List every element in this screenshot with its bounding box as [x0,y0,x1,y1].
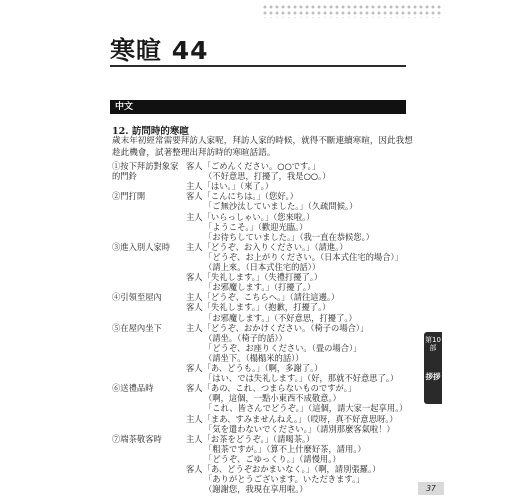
dialogue-line: 「これ、皆さんでどうぞ。」（這個，請大家一起享用。） [204,403,408,414]
section-heading: 12. 訪問時的寒暄 [112,126,189,137]
chapter-side-tab [424,332,442,404]
dialogue-category: ⑤在屋內坐下 [112,322,162,333]
dialogue-line: （不好意思，打擾了，我是○○。） [204,171,331,182]
dialogue-category: ⑥送禮品時 [112,383,154,394]
dialogue-category: ①按下拜訪對象家 [112,161,179,171]
dialogue-line: 「ありがとうございます。いただきます。」 [204,474,365,485]
dialogue-line: 主人「お茶をどうぞ。」（請喝茶。） [186,433,315,444]
dialogue-line: 「お待ちしていました。」（我一直在恭候您。） [204,231,375,242]
dialogue-line: 客人「失礼します。」（失禮打擾了。） [186,272,323,283]
dialogue-line: 客人「失礼します。」（抱歉，打擾了。） [186,302,331,313]
dialogue-category: ③進入別人家時 [112,241,171,252]
page-title: 寒暄 44 [110,36,209,65]
section-label: 中文 [115,102,134,112]
dialogue-line: （請坐下。（榻榻米的話）） [204,352,304,363]
dialogue-category: 的門鈴 [112,171,137,182]
side-tab-label: 拶拶 [425,372,441,381]
dialogue-line: 主人「どうぞ、こちらへ。」（請往這邊。） [186,292,340,303]
dialogue-line: 「はい、では失礼します。」（好，那就不好意思了。） [204,373,399,384]
intro-line-2: 趁此機會，試著整理出拜訪時的寒暄話語。 [112,148,276,158]
dialogue-line: 「どうぞ、お座りください。（畳の場合）」 [204,342,362,353]
side-tab-part: 第10部 [425,336,441,352]
dialogue-line: （啊，這個，一點小東西不成敬意。） [204,393,341,404]
page-header-band [0,0,520,18]
dialogue-line: （請坐。（椅子的話）） [204,332,287,343]
dialogue-line: 客人「こんにちは。」（您好。） [186,191,299,202]
dialogue-line: 主人「まあ、すみませんねえ。」（哎呀，真不好意思呀。） [186,413,398,424]
title-underline [110,65,406,67]
dialogue-line: 客人「あ、どうぞおかまいなく。」（啊，請別張羅。） [186,464,381,474]
dialogue-line: 「どうぞ、ごゆっくり。」（請慢用。） [204,453,341,464]
dialogue-line: 「お邪魔します。」（打擾了。） [204,282,316,293]
dialogue-line: （請上來。（日本式住宅的話）） [204,262,321,272]
dialogue-line: 主人「どうぞ、おかけください。（椅子の場合）」 [186,322,369,333]
section-label-bar [110,100,406,114]
dialogue-category: ④引領至屋內 [112,292,162,303]
dialogue-category: ⑦端茶敬客時 [112,433,162,444]
dialogue-line: 主人「いらっしゃい。」（您來啦。） [186,211,315,222]
dialogue-line: 「お邪魔します。」（不好意思，打擾了。） [204,312,357,323]
dialogue-line: 主人「はい。」（來了。） [186,181,274,192]
dialogue-line: 客人「あ、どうも。」（啊，多謝了。） [186,363,323,373]
dialogue-line: 客人「あの、これ、つまらないものですが。」 [186,383,357,394]
dot-pattern-decoration [262,4,442,18]
dialogue-category: ②門打開 [112,191,146,202]
dialogue-line: 客人「ごめんください。○○です。」 [186,161,321,171]
dialogue-line: 「どうぞ、お上がりください。（日本式住宅的場合）」 [204,251,403,262]
dialogue-line: 「ようこそ。」（歡迎光臨。） [204,221,308,232]
dialogue-line: 主人「どうぞ、お入りください。」（請進。） [186,241,348,252]
dialogue-line: 「気を遣わないでください。」（請別那麼客氣啦！） [204,423,395,434]
page-number: 37 [418,482,444,495]
intro-line-1: 歲末年初經常需要拜訪人家呢，拜訪人家的時候，就得不斷連續寒暄，因此我想 [112,136,413,146]
dialogue-line: （謝謝您，我現在享用啦。） [204,484,308,495]
dialogue-line: 「粗茶ですが。」（算不上什麼好茶，請用。） [204,443,366,454]
dialogue-line: 「ご無沙汰していました。」（久疏問候。） [204,201,358,212]
